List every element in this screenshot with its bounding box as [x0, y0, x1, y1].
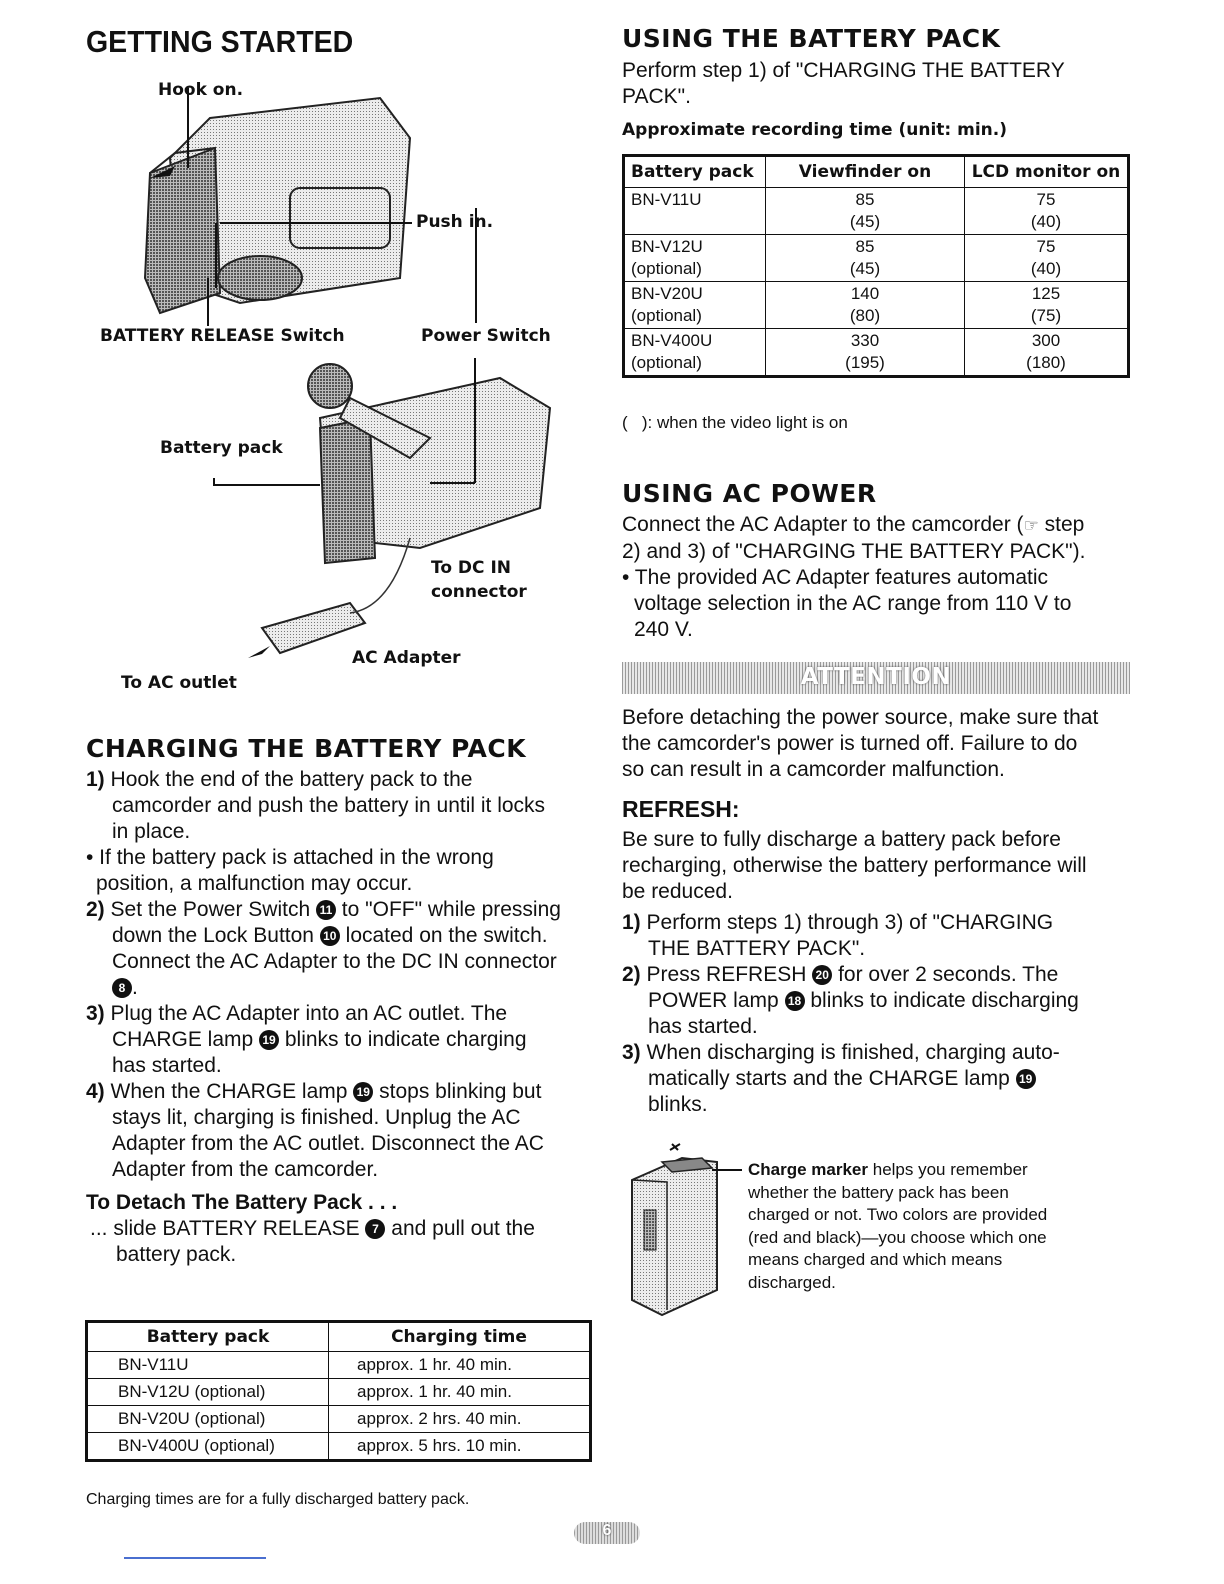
table-cell: 330 (195): [766, 329, 965, 377]
refresh-heading: REFRESH:: [622, 796, 740, 822]
ac-power-bullet-2: voltage selection in the AC range from 110 V to: [634, 592, 1072, 615]
label-hook-on: Hook on.: [158, 80, 244, 100]
charge-marker-line-1: Charge marker helps you remember: [748, 1160, 1028, 1179]
table-cell: BN-V12U (optional): [87, 1379, 329, 1406]
table-cell: approx. 2 hrs. 40 min.: [329, 1406, 591, 1433]
using-battery-line-2: PACK".: [622, 85, 691, 108]
ref-circle-19b: 19: [353, 1082, 373, 1102]
see-reference-icon: ☞: [1023, 516, 1039, 535]
step-1-line-2: camcorder and push the battery in until it locks: [112, 794, 546, 817]
ac-power-line-1: Connect the AC Adapter to the camcorder (☞ step: [622, 513, 1085, 536]
step-2-line-2: down the Lock Button 10 located on the switch.: [112, 924, 548, 947]
table-row: [87, 1379, 591, 1406]
table-cell: BN-V11U: [87, 1352, 329, 1379]
charge-marker-line-6: discharged.: [748, 1272, 836, 1292]
charging-heading: CHARGING THE BATTERY PACK: [86, 734, 527, 763]
refresh-step-2-line-2: POWER lamp 18 blinks to indicate discharging: [648, 989, 1079, 1012]
header-battery-pack: Battery pack: [624, 156, 766, 188]
table-cell: BN-V20U (optional): [624, 282, 766, 329]
charge-marker-line-3: charged or not. Two colors are provided: [748, 1205, 1048, 1224]
table-cell: approx. 1 hr. 40 min.: [329, 1352, 591, 1379]
video-light-note: ( ): when the video light is on: [622, 413, 848, 432]
page-number-badge: [574, 1522, 640, 1544]
charge-marker-line-2: whether the battery pack has been: [748, 1182, 1009, 1202]
table-cell: BN-V400U (optional): [87, 1433, 329, 1461]
table-row: [87, 1352, 591, 1379]
table-row: [624, 235, 1129, 282]
detach-line-2: battery pack.: [116, 1243, 237, 1266]
refresh-para-line-3: be reduced.: [622, 880, 733, 903]
using-battery-heading: USING THE BATTERY PACK: [622, 24, 1001, 53]
label-power-switch: Power Switch: [421, 326, 551, 346]
table-cell: 140 (80): [766, 282, 965, 329]
table-row: [87, 1433, 591, 1461]
table-cell: 75 (40): [965, 188, 1129, 235]
table-cell: 85 (45): [766, 235, 965, 282]
table-cell: BN-V11U: [624, 188, 766, 235]
attention-label: ATTENTION: [800, 664, 952, 690]
charging-time-table: [85, 1320, 592, 1462]
label-battery-release-switch: BATTERY RELEASE Switch: [100, 326, 345, 346]
refresh-step-3-line-3: blinks.: [648, 1093, 708, 1116]
figure-battery-attach: [120, 78, 560, 348]
camcorder-illustration-1: [120, 78, 560, 348]
table-header-row: [624, 156, 1129, 188]
attention-line-2: the camcorder's power is turned off. Failure to do: [622, 732, 1078, 755]
ac-power-bullet-3: 240 V.: [634, 618, 693, 641]
step-3-line-3: has started.: [112, 1054, 222, 1077]
refresh-para-line-1: Be sure to fully discharge a battery pack before: [622, 828, 1061, 851]
ref-circle-19: 19: [259, 1030, 279, 1050]
step-4: 4) When the CHARGE lamp 19 stops blinking but: [86, 1080, 542, 1103]
charging-steps: [86, 767, 596, 1268]
detach-line-1: ... slide BATTERY RELEASE 7 and pull out the: [90, 1217, 535, 1240]
ref-circle-20: 20: [812, 965, 832, 985]
step-2-line-3: Connect the AC Adapter to the DC IN connector: [112, 950, 557, 973]
header-battery-pack: Battery pack: [87, 1322, 329, 1352]
ref-circle-11: 11: [316, 900, 336, 920]
attention-line-3: so can result in a camcorder malfunction.: [622, 758, 1005, 781]
table-cell: 300 (180): [965, 329, 1129, 377]
table-row: [624, 329, 1129, 377]
step-4-line-2: stays lit, charging is finished. Unplug the AC: [112, 1106, 521, 1129]
charge-marker-line-5: means charged and which means: [748, 1250, 1003, 1269]
refresh-step-1: 1) Perform steps 1) through 3) of "CHARGING: [622, 911, 1054, 934]
step-3-line-2: CHARGE lamp 19 blinks to indicate charging: [112, 1028, 527, 1051]
table-cell: 125 (75): [965, 282, 1129, 329]
table-row: [624, 188, 1129, 235]
ac-power-heading: USING AC POWER: [622, 479, 877, 508]
battery-pack-drawing: [622, 1140, 742, 1320]
page-title: GETTING STARTED: [86, 24, 354, 59]
step-4-line-3: Adapter from the AC outlet. Disconnect the AC: [112, 1132, 544, 1155]
label-push-in: Push in.: [416, 212, 494, 232]
step-3: 3) Plug the AC Adapter into an AC outlet. The: [86, 1002, 508, 1025]
figure-ac-adapter: [200, 358, 560, 688]
label-connector: connector: [431, 582, 527, 602]
table-row: [624, 282, 1129, 329]
using-battery-line-1: Perform step 1) of "CHARGING THE BATTERY: [622, 59, 1065, 82]
charging-note: Charging times are for a fully discharged battery pack.: [86, 1491, 470, 1508]
label-ac-adapter: AC Adapter: [352, 648, 461, 668]
charge-marker-text: [748, 1159, 1047, 1294]
refresh-step-3: 3) When discharging is finished, charging auto-: [622, 1041, 1060, 1064]
detach-heading: To Detach The Battery Pack . . .: [86, 1191, 398, 1214]
ac-power-bullet-1: • The provided AC Adapter features automatic: [622, 566, 1049, 589]
header-lcd-monitor-on: LCD monitor on: [965, 156, 1129, 188]
footer-divider: [124, 1557, 266, 1559]
header-charging-time: Charging time: [329, 1322, 591, 1352]
using-battery-text: [622, 58, 1065, 110]
page-number: 6: [602, 1522, 612, 1539]
step-1-line-3: in place.: [112, 820, 191, 843]
ref-circle-8: 8: [112, 978, 132, 998]
refresh-step-2-line-3: has started.: [648, 1015, 758, 1038]
step-2-line-4: 8 .: [86, 975, 596, 1001]
attention-banner: [622, 662, 1130, 694]
ref-circle-18: 18: [785, 991, 805, 1011]
recording-time-subheading: Approximate recording time (unit: min.): [622, 120, 1007, 140]
recording-time-table: [622, 154, 1130, 378]
label-to-ac-outlet: To AC outlet: [121, 673, 237, 693]
label-battery-pack: Battery pack: [160, 438, 283, 458]
ac-power-line-2: 2) and 3) of "CHARGING THE BATTERY PACK").: [622, 540, 1086, 563]
table-cell: 75 (40): [965, 235, 1129, 282]
table-cell: BN-V400U (optional): [624, 329, 766, 377]
refresh-text: [622, 827, 1137, 1118]
table-cell: approx. 5 hrs. 10 min.: [329, 1433, 591, 1461]
bullet-wrong-position: • If the battery pack is attached in the wrong: [86, 846, 494, 869]
refresh-step-1-line-2: THE BATTERY PACK".: [648, 937, 866, 960]
ref-circle-19c: 19: [1016, 1069, 1036, 1089]
refresh-step-3-line-2: matically starts and the CHARGE lamp 19: [622, 1066, 1137, 1092]
battery-pack-illustration: [622, 1140, 742, 1320]
table-cell: approx. 1 hr. 40 min.: [329, 1379, 591, 1406]
refresh-step-2: 2) Press REFRESH 20 for over 2 seconds. The: [622, 963, 1059, 986]
label-to-dc-in: To DC IN: [431, 558, 511, 578]
bullet-wrong-position-line-2: position, a malfunction may occur.: [96, 872, 413, 895]
refresh-para-line-2: recharging, otherwise the battery performance will: [622, 854, 1087, 877]
step-2: 2) Set the Power Switch 11 to "OFF" while pressing: [86, 898, 561, 921]
table-cell: BN-V12U (optional): [624, 235, 766, 282]
table-header-row: [87, 1322, 591, 1352]
ref-circle-10: 10: [320, 926, 340, 946]
attention-line-1: Before detaching the power source, make sure that: [622, 706, 1099, 729]
table-row: [87, 1406, 591, 1433]
header-viewfinder-on: Viewfinder on: [766, 156, 965, 188]
step-1: 1) Hook the end of the battery pack to the: [86, 768, 473, 791]
step-4-line-4: Adapter from the camcorder.: [112, 1158, 379, 1181]
table-cell: 85 (45): [766, 188, 965, 235]
camcorder-illustration-2: [200, 358, 560, 688]
attention-text: [622, 705, 1137, 783]
ac-power-text: [622, 512, 1132, 643]
table-cell: BN-V20U (optional): [87, 1406, 329, 1433]
ref-circle-7: 7: [365, 1219, 385, 1239]
charge-marker-line-4: (red and black)—you choose which one: [748, 1227, 1047, 1247]
